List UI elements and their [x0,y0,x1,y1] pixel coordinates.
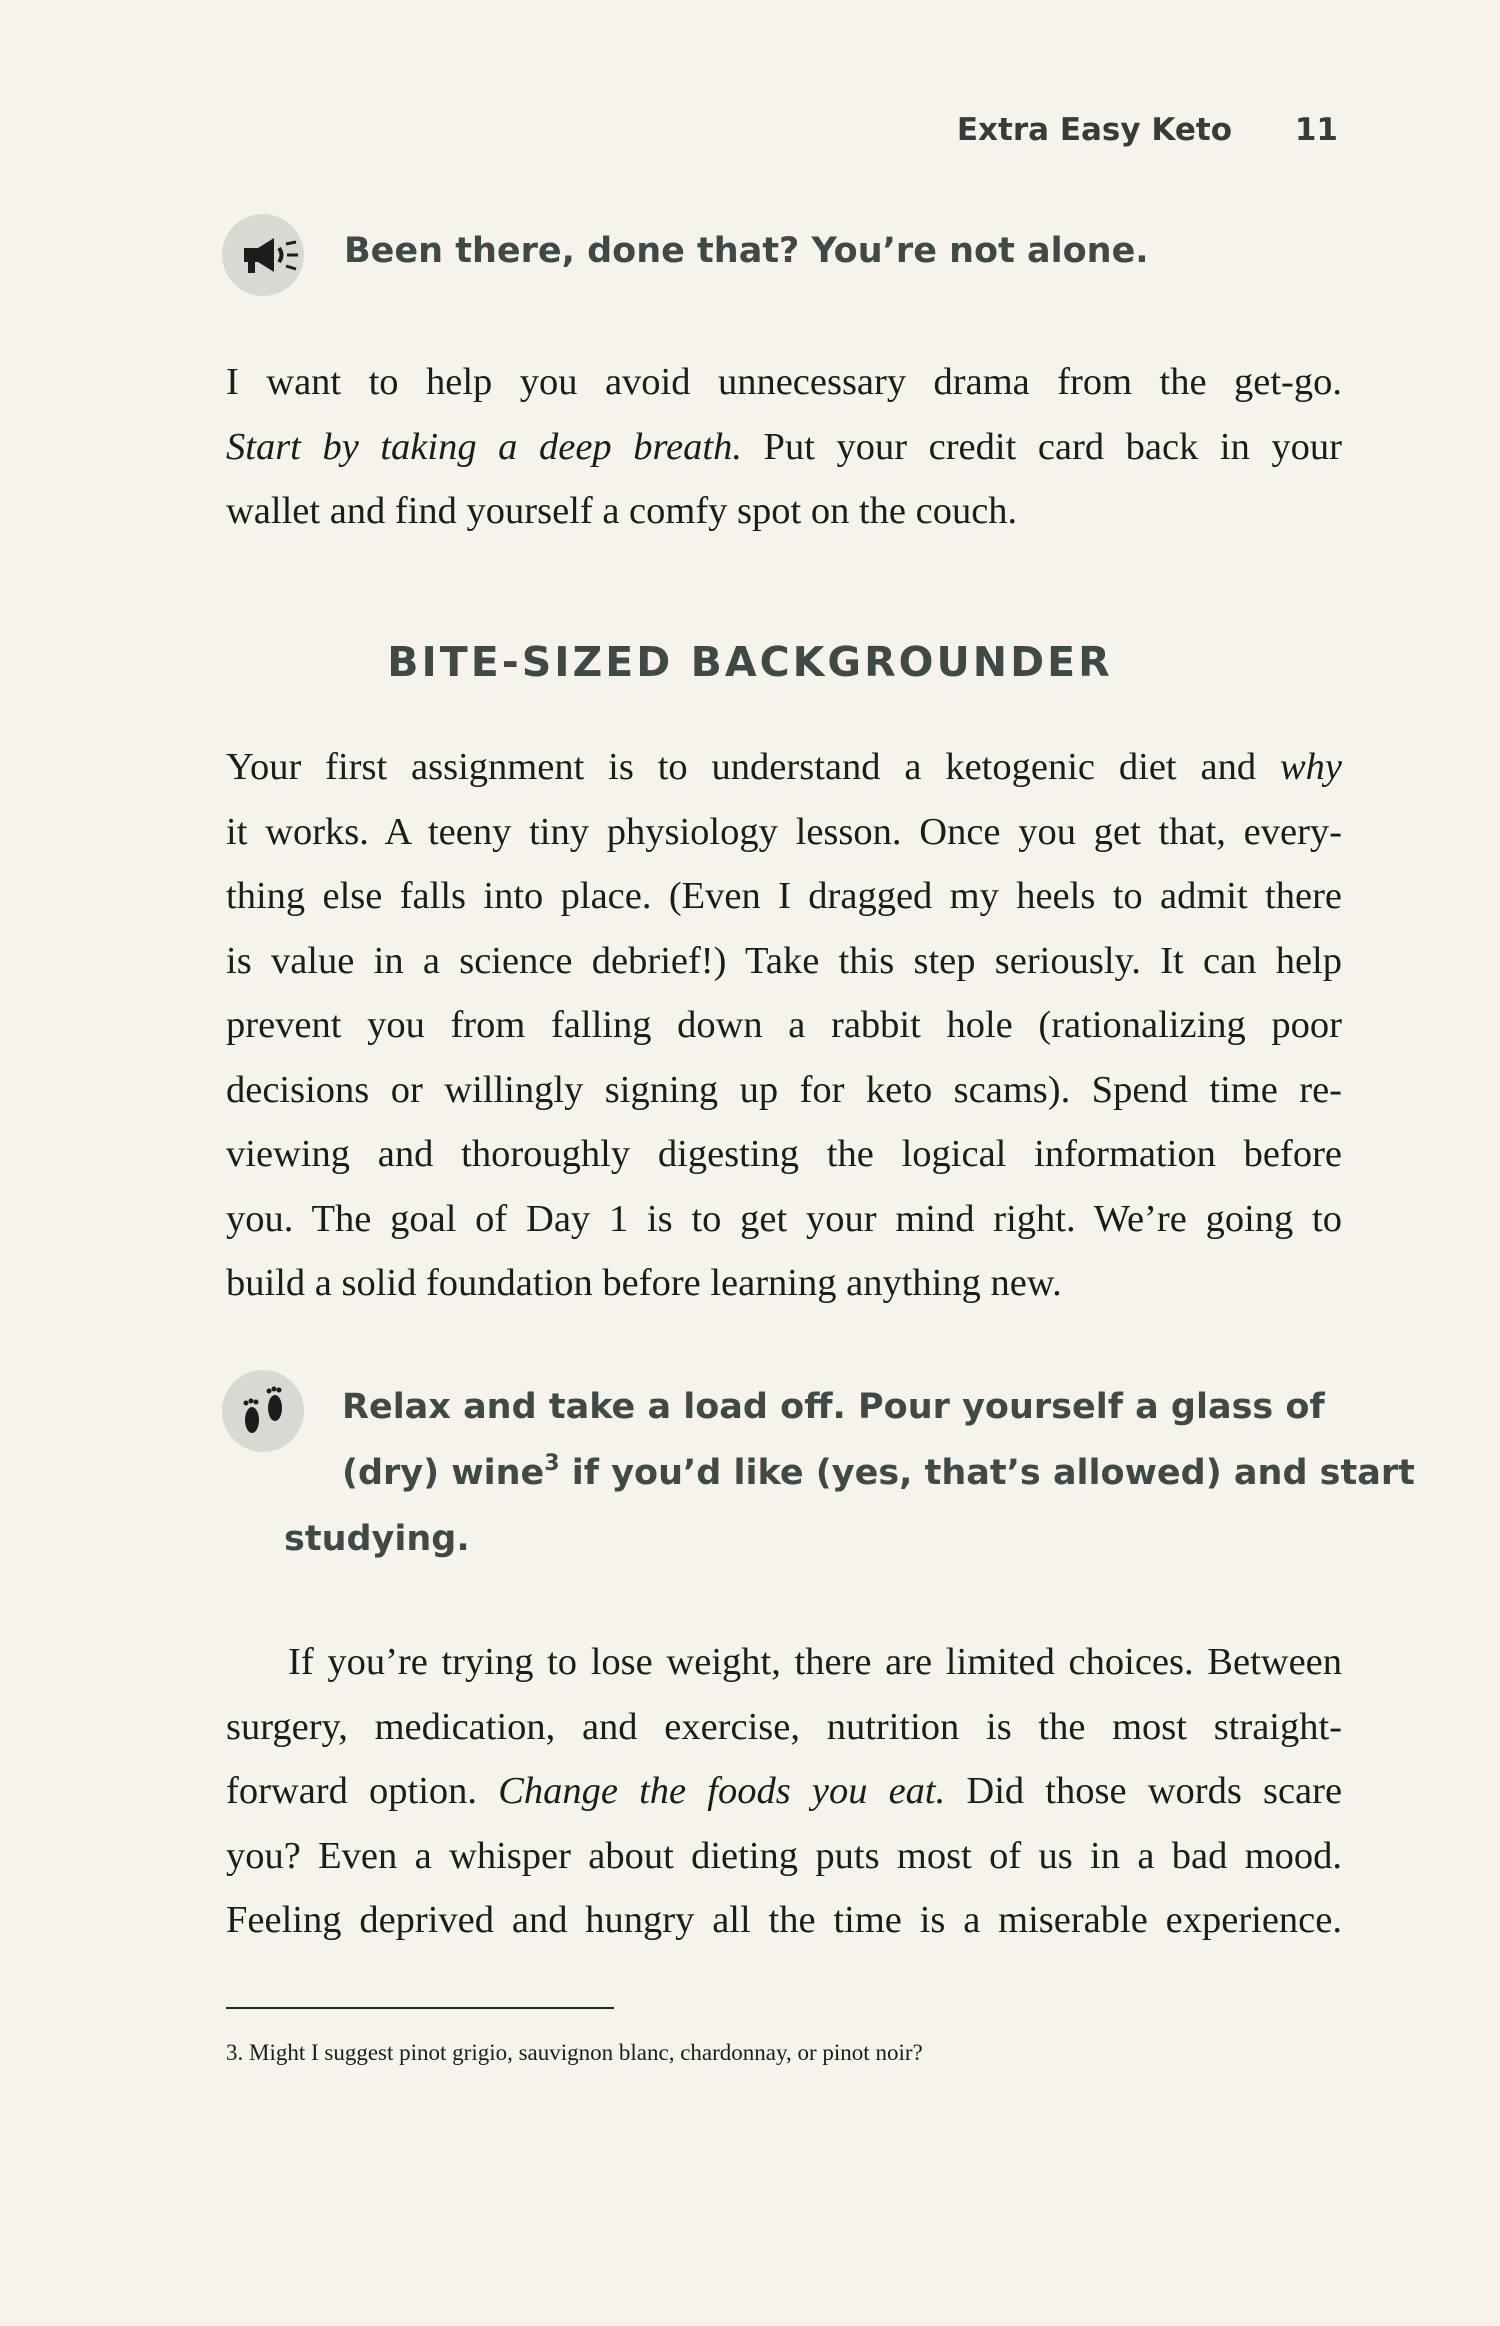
megaphone-icon [222,214,304,296]
paragraph-intro [226,350,1342,544]
footnote-reference[interactable]: 3 [544,1451,560,1476]
paragraph-line: If you’re trying to lose weight, there are limited choices. Between [288,1641,1342,1683]
paragraph-line [226,415,1342,480]
paragraph-backgrounder [226,735,1342,1316]
paragraph-line: you? Even a whisper about dieting puts most of us in a bad mood. [226,1834,1342,1877]
paragraph-line: decisions or willingly signing up for keto scams). Spend time re- [226,1068,1342,1111]
callout-line: studying. [284,1519,470,1559]
running-header [0,112,1500,162]
line-text: Did those words scare [966,1770,1343,1812]
footnote-divider [226,2007,614,2009]
paragraph-line: I want to help you avoid unnecessary drama from the get-go. [226,361,1342,403]
callout-text: (dry) wine [342,1453,545,1493]
footprints-icon [222,1370,304,1452]
italic-phrase: Start by taking a deep breath. [226,425,742,468]
paragraph-line: surgery, medication, and exercise, nutrition is the most straight- [226,1705,1342,1748]
page-number: 11 [1294,112,1338,148]
paragraph-line: you. The goal of Day 1 is to get your mind right. We’re going to [226,1197,1342,1240]
paragraph-line: it works. A teeny tiny physiology lesson. Once you get that, every- [226,810,1342,853]
footnote: 3. Might I suggest pinot grigio, sauvignon blanc, chardonnay, or pinot noir? [226,2040,923,2065]
paragraph-line: wallet and find yourself a comfy spot on the couch. [226,490,1018,532]
callout-line [342,1440,1415,1506]
paragraph-line [226,735,1342,800]
italic-phrase: Change the foods you eat. [498,1770,946,1812]
line-text: forward option. [226,1770,478,1812]
paragraph-line [226,1759,1342,1824]
italic-word: why [1279,746,1343,788]
paragraph-line: viewing and thoroughly digesting the logical information before [226,1133,1342,1175]
callout-line: Relax and take a load off. Pour yourself a glass of [342,1387,1325,1427]
paragraph-line: is value in a science debrief!) Take this step seriously. It can help [226,939,1342,982]
paragraph-line: Feeling deprived and hungry all the time is a miserable experience. [226,1899,1342,1941]
paragraph-line: thing else falls into place. (Even I dragged my heels to admit there [226,875,1342,917]
callout-text: if you’d like (yes, that’s allowed) and start [559,1453,1415,1493]
book-title: Extra Easy Keto [956,112,1232,148]
paragraph-line: build a solid foundation before learning anything new. [226,1262,1062,1304]
paragraph-weight-loss [226,1630,1342,1953]
callout-text: Been there, done that? You’re not alone. [344,231,1149,271]
paragraph-line: prevent you from falling down a rabbit hole (rationalizing poor [226,1004,1342,1046]
section-heading: BITE-SIZED BACKGROUNDER [387,638,1113,686]
line-text: Put your credit card back in your [763,425,1343,468]
line-text: Your first assignment is to understand a ketogenic diet and [226,746,1257,788]
